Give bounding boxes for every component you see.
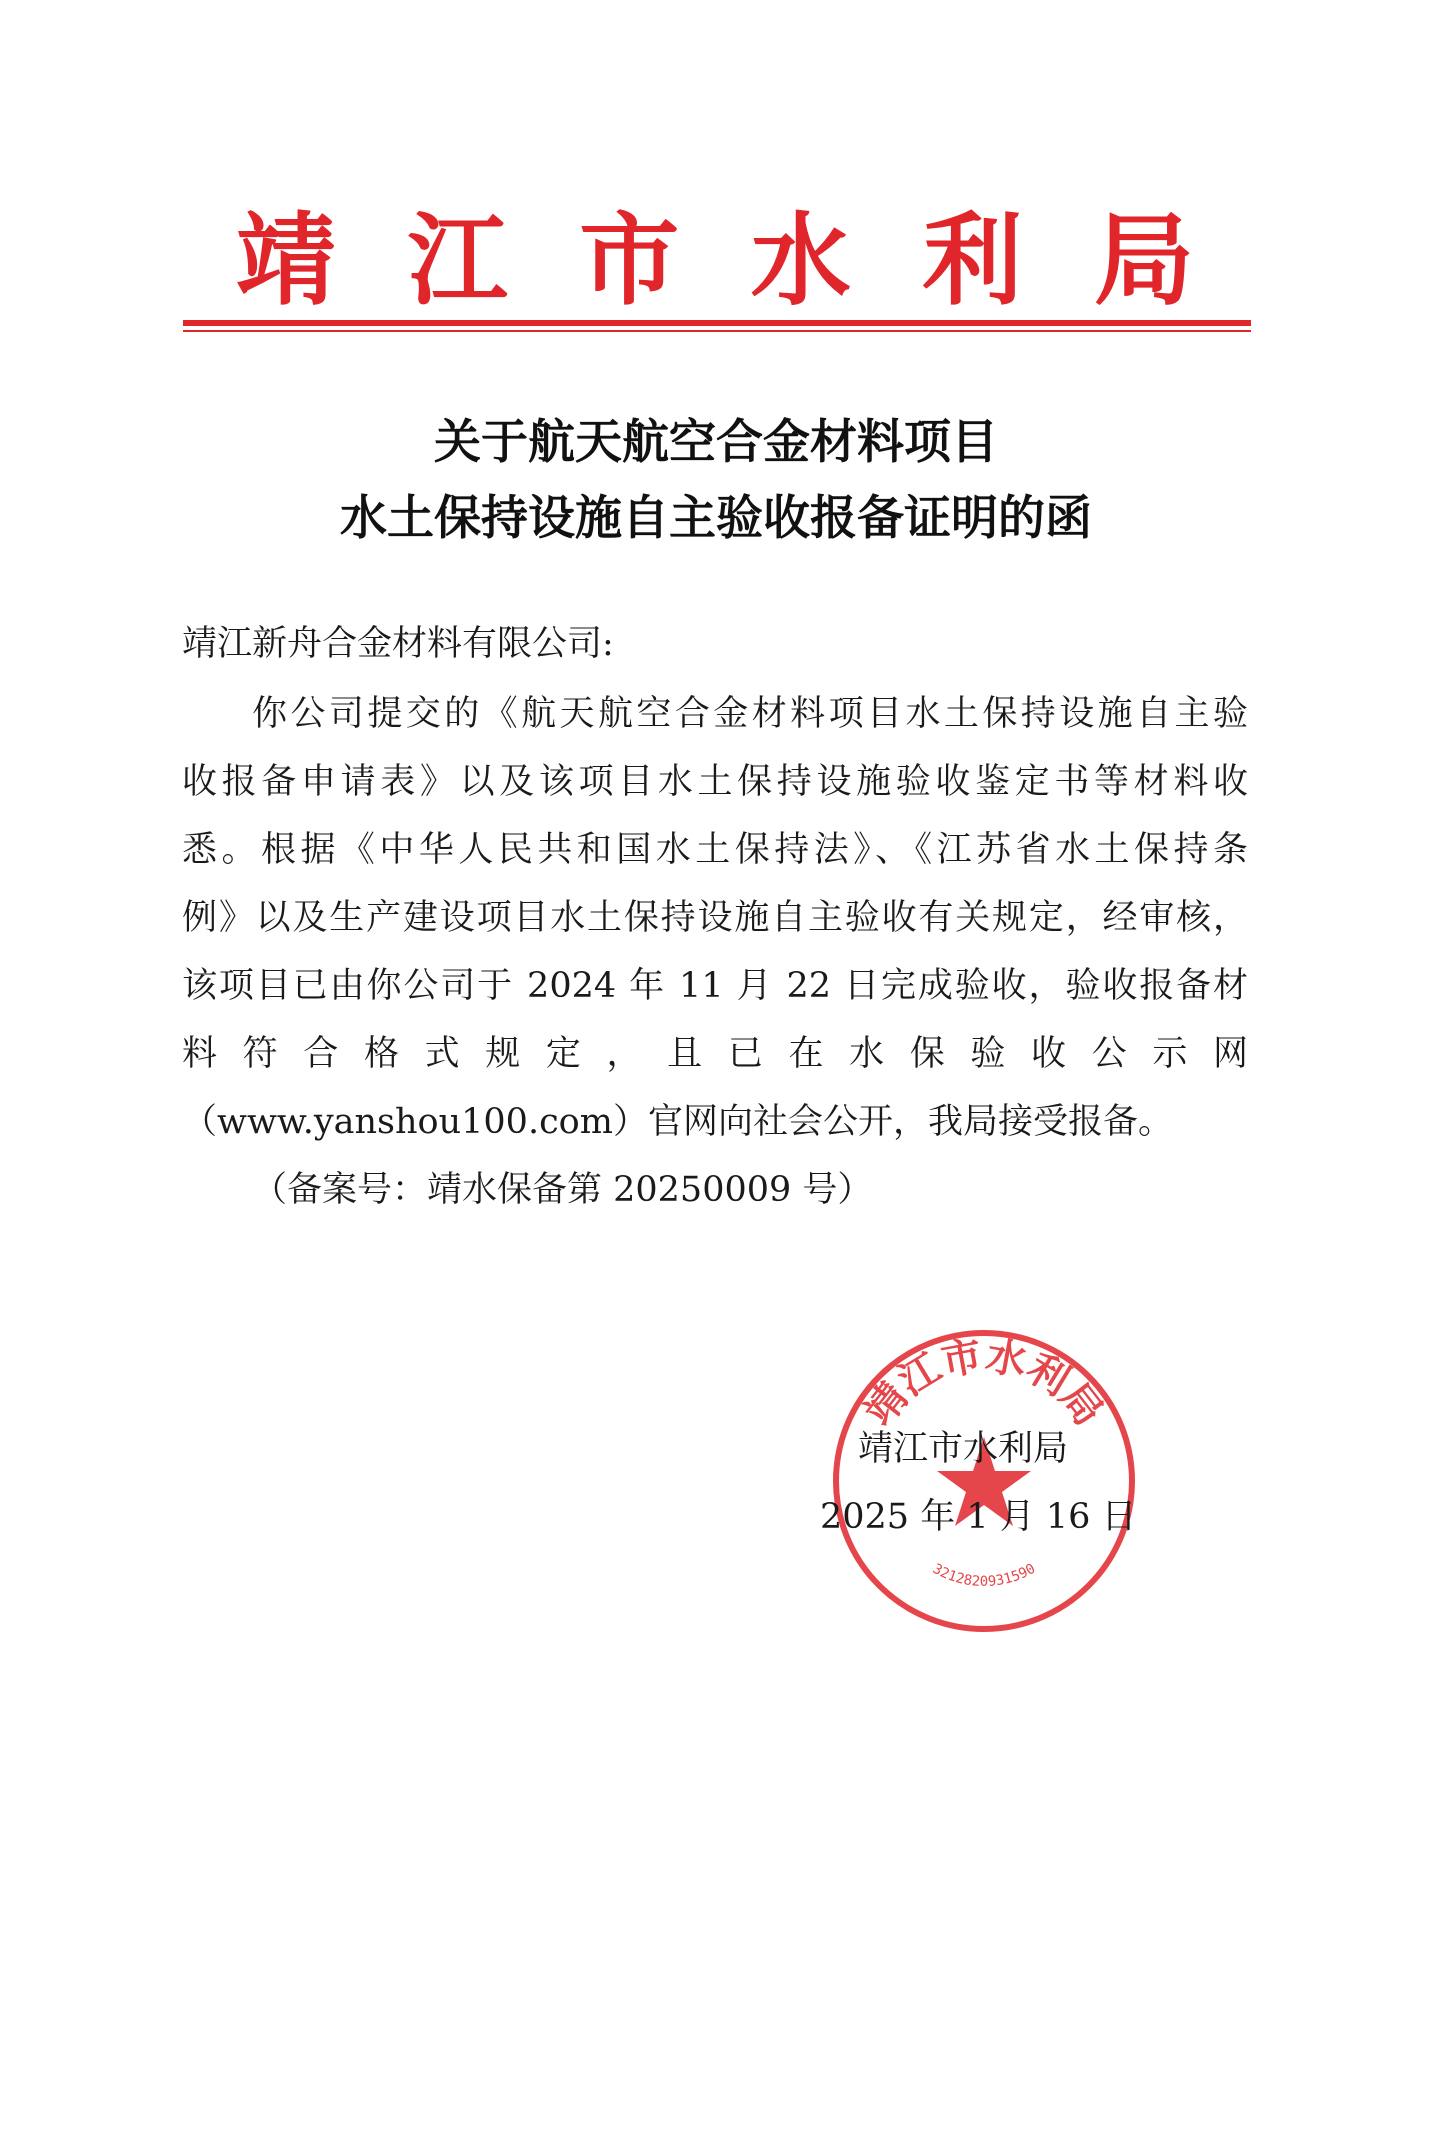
signing-organization: 靖江市水利局 (858, 1429, 1069, 1469)
document-title-line-1: 关于航天航空合金材料项目 (434, 415, 998, 470)
document-title-line-2: 水土保持设施自主验收报备证明的函 (340, 491, 1092, 546)
addressee: 靖江新舟合金材料有限公司: (182, 624, 614, 664)
body-line: 悉。根据《中华人民共和国水土保持法》、《江苏省水土保持条 (182, 830, 1248, 870)
svg-text:3212820931590: 3212820931590 (929, 1560, 1039, 1590)
body-line: 该项目已由你公司于 2024 年 11 月 22 日完成验收，验收报备材 (182, 966, 1248, 1006)
body-line: （www.yanshou100.com）官网向社会公开，我局接受报备。 (182, 1102, 1173, 1142)
letterhead-char: 江 (407, 201, 508, 319)
letterhead-char: 靖 (236, 201, 336, 319)
letterhead-char: 利 (922, 201, 1023, 319)
letterhead-rule (183, 320, 1251, 326)
signing-date: 2025 年 1 月 16 日 (820, 1497, 1137, 1537)
letterhead (180, 200, 1250, 320)
letterhead-char: 水 (750, 201, 851, 319)
letterhead-rule-thin (183, 330, 1251, 332)
letterhead-char: 局 (1093, 201, 1194, 319)
letterhead-char: 市 (579, 201, 680, 319)
body-line: 料符合格式规定，且已在水保验收公示网 (182, 1034, 1248, 1074)
seal-text: 靖江市水利局 (855, 1331, 1113, 1435)
body-line: 例》以及生产建设项目水土保持设施自主验收有关规定，经审核， (182, 898, 1248, 938)
official-seal (828, 1325, 1140, 1637)
svg-text:靖江市水利局 (856, 1332, 1113, 1435)
body-line: 你公司提交的《航天航空合金材料项目水土保持设施自主验 (252, 694, 1248, 734)
record-number: （备案号：靖水保备第 20250009 号） (252, 1170, 873, 1210)
body-line: 收报备申请表》以及该项目水土保持设施验收鉴定书等材料收 (182, 762, 1248, 802)
